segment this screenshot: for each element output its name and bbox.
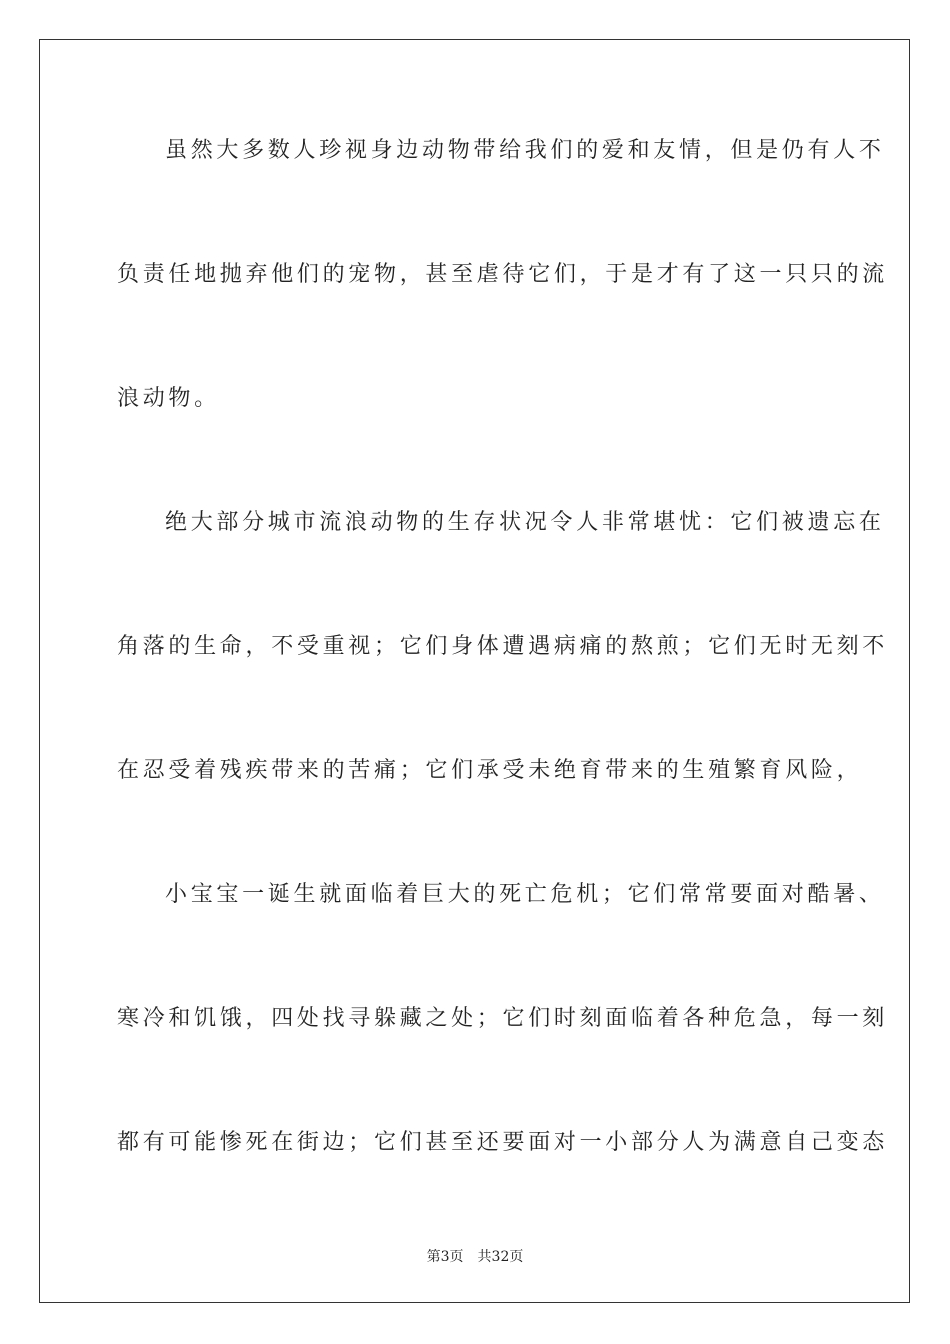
page-number: 第3页 <box>426 1249 464 1265</box>
text-line: 寒冷和饥饿，四处找寻躲藏之处；它们时刻面临着各种危急，每一刻 <box>117 1006 889 1031</box>
text-line: 在忍受着残疾带来的苦痛；它们承受未绝育带来的生殖繁育风险， <box>117 758 863 783</box>
text-line: 浪动物。 <box>117 386 220 411</box>
page-border <box>39 39 910 1303</box>
text-line: 虽然大多数人珍视身边动物带给我们的爱和友情，但是仍有人不 <box>165 138 885 163</box>
page-footer <box>0 1246 950 1266</box>
text-line: 小宝宝一诞生就面临着巨大的死亡危机；它们常常要面对酷暑、 <box>165 882 885 907</box>
total-pages: 共32页 <box>477 1249 524 1265</box>
text-line: 都有可能惨死在街边；它们甚至还要面对一小部分人为满意自己变态 <box>117 1130 889 1155</box>
text-line: 绝大部分城市流浪动物的生存状况令人非常堪忧：它们被遗忘在 <box>165 510 885 535</box>
text-line: 角落的生命，不受重视；它们身体遭遇病痛的熬煎；它们无时无刻不 <box>117 634 889 659</box>
text-line: 负责任地抛弃他们的宠物，甚至虐待它们，于是才有了这一只只的流 <box>117 262 889 287</box>
